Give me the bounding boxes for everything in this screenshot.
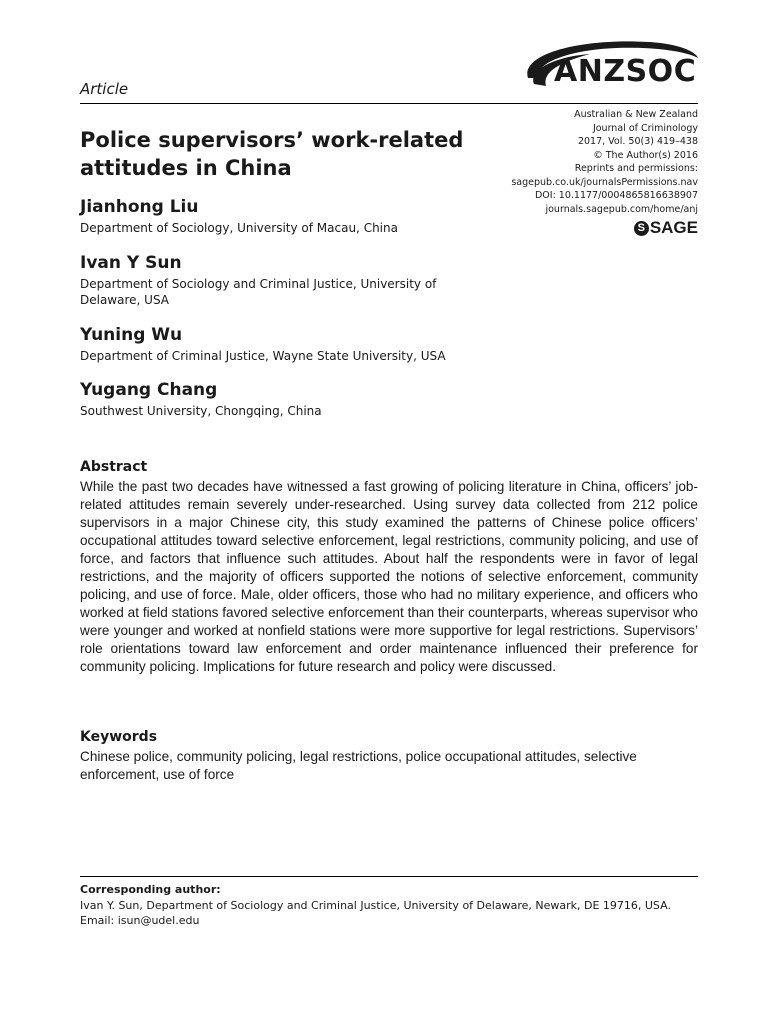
author-block bbox=[80, 324, 500, 364]
author-name: Yugang Chang bbox=[80, 380, 218, 400]
header-rule bbox=[80, 103, 698, 104]
paper-title: Police supervisors’ work-related attitudes in China bbox=[80, 128, 464, 180]
author-block bbox=[80, 196, 500, 236]
logo-text: ANZSOC bbox=[554, 54, 697, 89]
journal-info-line: 2017, Vol. 50(3) 419–438 bbox=[577, 136, 698, 147]
corresponding-author-heading: Corresponding author: bbox=[80, 883, 221, 896]
abstract-heading: Abstract bbox=[80, 459, 148, 475]
author-affiliation: Department of Sociology, University of Macau, China bbox=[80, 221, 398, 235]
footnote-rule bbox=[80, 876, 698, 877]
journal-info bbox=[511, 108, 698, 216]
author-name: Ivan Y Sun bbox=[80, 253, 182, 273]
journal-info-line: Journal of Criminology bbox=[592, 122, 698, 134]
corresponding-author-address: Ivan Y. Sun, Department of Sociology and Criminal Justice, University of Delaware, Newark, DE 19716, USA. bbox=[80, 899, 671, 912]
journal-info-line: © The Author(s) 2016 bbox=[593, 149, 698, 161]
sage-logo bbox=[634, 218, 698, 238]
author-block bbox=[80, 379, 500, 419]
permissions-link[interactable]: sagepub.co.uk/journalsPermissions.nav bbox=[511, 176, 698, 188]
author-block bbox=[80, 252, 500, 308]
author-name: Yuning Wu bbox=[80, 325, 183, 345]
article-type-label: Article bbox=[80, 80, 129, 98]
journal-info-line: Reprints and permissions: bbox=[574, 163, 698, 174]
keywords-heading: Keywords bbox=[80, 729, 158, 745]
sage-icon: S bbox=[634, 221, 649, 236]
keywords-text: Chinese police, community policing, legal restrictions, police occupational attitudes, selective enforcement, use of force bbox=[80, 749, 637, 782]
sage-logo-text: SAGE bbox=[649, 218, 698, 237]
journal-info-line: Australian & New Zealand bbox=[574, 109, 698, 120]
author-affiliation: Southwest University, Chongqing, China bbox=[80, 404, 322, 418]
doi-link[interactable]: DOI: 10.1177/0004865816638907 bbox=[534, 190, 698, 201]
abstract-text: While the past two decades have witnessed a fast growing of policing literature in China, officers’ job-related attitudes remain severely under-researched. Using survey data collected from 212 police supervisors in a major Chinese city, this study examined the patterns of Chinese police officers’ occupational attitudes toward selective enforcement, legal restrictions, community policing, and use of force, and factors that influence such attitudes. About half the respondents were in favor of legal restrictions, and the majority of officers supported the notions of selective enforcement, community policing, and use of force. Male, older officers, those who had no military experience, and officers who worked at field stations favored selective enforcement than their counterparts, whereas supervisor who were younger and worked at nonfield stations were more supportive for legal restrictions. Supervisors’ role orientations toward law enforcement and order maintenance influenced their preference for community policing. Implications for future research and policy were discussed. bbox=[80, 479, 698, 674]
author-affiliation: Department of Sociology and Criminal Justice, University of Delaware, USA bbox=[80, 277, 437, 307]
author-name: Jianhong Liu bbox=[80, 197, 199, 217]
anzsoc-logo bbox=[520, 34, 704, 100]
corresponding-author-email[interactable]: Email: isun@udel.edu bbox=[80, 914, 200, 927]
author-affiliation: Department of Criminal Justice, Wayne State University, USA bbox=[80, 349, 446, 363]
journal-home-link[interactable]: journals.sagepub.com/home/anj bbox=[545, 203, 698, 215]
